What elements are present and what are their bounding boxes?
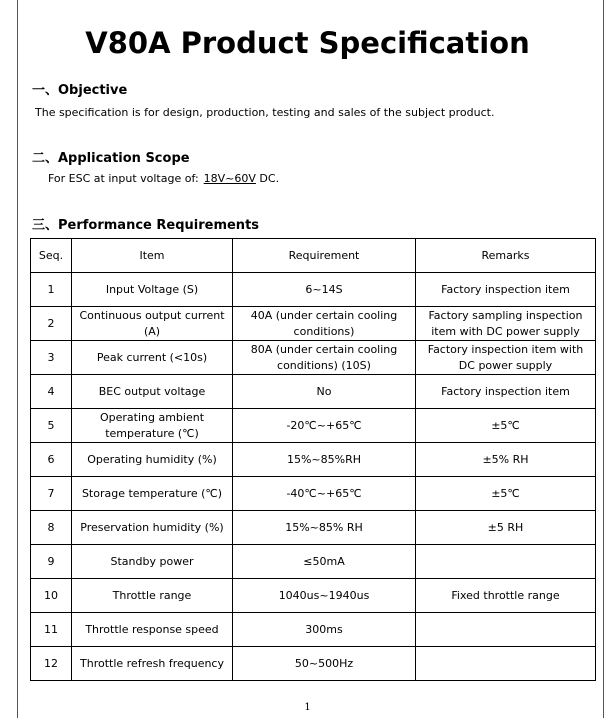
header-remarks: Remarks [416, 239, 596, 273]
scope-text [48, 172, 279, 185]
cell-seq: 4 [31, 375, 72, 409]
cell-item: Throttle range [72, 579, 233, 613]
cell-remarks: Factory inspection item [416, 273, 596, 307]
table-row [31, 443, 596, 477]
cell-remarks: Factory sampling inspection item with DC power supply [416, 307, 596, 341]
cell-seq: 1 [31, 273, 72, 307]
page-title: V80A Product Specification [85, 26, 530, 60]
cell-remarks [416, 613, 596, 647]
cell-item: Preservation humidity (%) [72, 511, 233, 545]
cell-item: Peak current (<10s) [72, 341, 233, 375]
cell-requirement: 15%~85% RH [233, 511, 416, 545]
page-number: 1 [304, 702, 311, 713]
scope-heading: 二、Application Scope [32, 151, 190, 166]
objective-heading: 一、Objective [32, 83, 128, 98]
page-border-right [603, 0, 604, 718]
cell-remarks: ±5℃ [416, 409, 596, 443]
cell-item: Storage temperature (℃) [72, 477, 233, 511]
scope-text-suffix: DC. [255, 172, 280, 185]
cell-item: Throttle response speed [72, 613, 233, 647]
table-row [31, 647, 596, 681]
scope-text-prefix: For ESC at input voltage of: [48, 172, 199, 185]
table-row [31, 273, 596, 307]
table-row [31, 307, 596, 341]
table-row [31, 409, 596, 443]
performance-table [30, 238, 596, 681]
table-row [31, 579, 596, 613]
cell-seq: 5 [31, 409, 72, 443]
cell-seq: 11 [31, 613, 72, 647]
cell-remarks: Fixed throttle range [416, 579, 596, 613]
cell-seq: 12 [31, 647, 72, 681]
cell-requirement: 50~500Hz [233, 647, 416, 681]
table-row [31, 511, 596, 545]
cell-remarks: Factory inspection item with DC power supply [416, 341, 596, 375]
table-row [31, 341, 596, 375]
cell-item: BEC output voltage [72, 375, 233, 409]
cell-requirement: 80A (under certain cooling conditions) (10S) [233, 341, 416, 375]
table-row [31, 613, 596, 647]
cell-item: Input Voltage (S) [72, 273, 233, 307]
cell-seq: 8 [31, 511, 72, 545]
cell-seq: 7 [31, 477, 72, 511]
cell-requirement: 6~14S [233, 273, 416, 307]
cell-remarks: ±5% RH [416, 443, 596, 477]
page-border-left [17, 0, 18, 718]
objective-text: The specification is for design, production, testing and sales of the subject product. [35, 106, 495, 119]
cell-requirement: -20℃~+65℃ [233, 409, 416, 443]
cell-seq: 6 [31, 443, 72, 477]
table-header-row [31, 239, 596, 273]
cell-requirement: 40A (under certain cooling conditions) [233, 307, 416, 341]
cell-item: Standby power [72, 545, 233, 579]
cell-remarks: ±5℃ [416, 477, 596, 511]
scope-voltage: 18V~60V [203, 172, 256, 185]
header-requirement: Requirement [233, 239, 416, 273]
cell-remarks: Factory inspection item [416, 375, 596, 409]
cell-requirement: 15%~85%RH [233, 443, 416, 477]
cell-item: Throttle refresh frequency [72, 647, 233, 681]
cell-item: Operating humidity (%) [72, 443, 233, 477]
cell-seq: 3 [31, 341, 72, 375]
table-row [31, 545, 596, 579]
cell-seq: 2 [31, 307, 72, 341]
cell-item: Continuous output current (A) [72, 307, 233, 341]
cell-remarks [416, 545, 596, 579]
cell-seq: 10 [31, 579, 72, 613]
cell-requirement: ≤50mA [233, 545, 416, 579]
cell-remarks [416, 647, 596, 681]
cell-requirement: 300ms [233, 613, 416, 647]
header-item: Item [72, 239, 233, 273]
performance-heading: 三、Performance Requirements [32, 218, 260, 233]
table-row [31, 375, 596, 409]
cell-requirement: 1040us~1940us [233, 579, 416, 613]
cell-seq: 9 [31, 545, 72, 579]
cell-remarks: ±5 RH [416, 511, 596, 545]
cell-requirement: -40℃~+65℃ [233, 477, 416, 511]
header-seq: Seq. [31, 239, 72, 273]
cell-item: Operating ambient temperature (℃) [72, 409, 233, 443]
table-row [31, 477, 596, 511]
cell-requirement: No [233, 375, 416, 409]
